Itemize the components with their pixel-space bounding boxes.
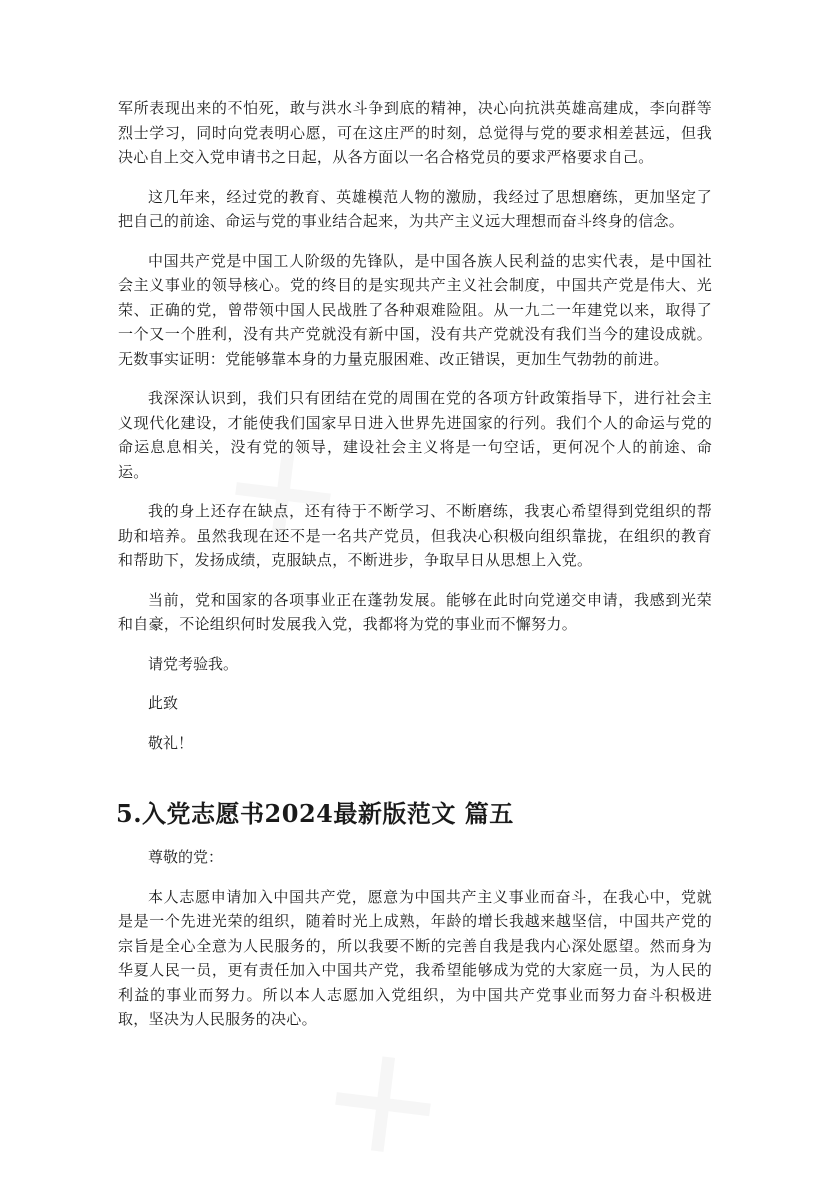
document-page — [118, 96, 712, 1047]
paragraph: 中国共产党是中国工人阶级的先锋队，是中国各族人民利益的忠实代表，是中国社会主义事业的领导核心。党的终目的是实现共产主义社会制度，中国共产党是伟大、光荣、正确的党，曾带领中国人民战胜了各种艰难险阻。从一九二一年建党以来，取得了一个又一个胜利，没有共产党就没有新中国，没有共产党就没有我们当今的建设成就。无数事实证明：党能够靠本身的力量克服困难、改正错误，更加生气勃勃的前进。 — [118, 251, 712, 368]
paragraph: 我深深认识到，我们只有团结在党的周围在党的各项方针政策指导下，进行社会主义现代化建设，才能使我们国家早日进入世界先进国家的行列。我们个人的命运与党的命运息息相关，没有党的领导，建设社会主义将是一句空话，更何况个人的前途、命运。 — [118, 389, 712, 481]
salutation: 尊敬的党： — [148, 848, 224, 866]
paragraph: 本人志愿申请加入中国共产党，愿意为中国共产主义事业而奋斗，在我心中，党就是是一个先进光荣的组织，随着时光上成熟，年龄的增长我越来越坚信，中国共产党的宗旨是全心全意为人民服务的，所以我要不断的完善自我是我内心深处愿望。然而身为华夏人民一员，更有责任加入中国共产党，我希望能够成为党的大家庭一员，为人民的利益的事业而努力。所以本人志愿加入党组织，为中国共产党事业而努力奋斗积极进取，坚决为人民服务的决心。 — [118, 887, 712, 1028]
section-heading: 5.入党志愿书2024最新版范文 篇五 — [116, 799, 514, 828]
paragraph: 这几年来，经过党的教育、英雄模范人物的激励，我经过了思想磨练，更加坚定了把自己的前途、命运与党的事业结合起来，为共产主义远大理想而奋斗终身的信念。 — [118, 187, 712, 230]
paragraph: 我的身上还存在缺点，还有待于不断学习、不断磨练，我衷心希望得到党组织的帮助和培养。虽然我现在还不是一名共产党员，但我决心积极向组织靠拢，在组织的教育和帮助下，发扬成绩，克服缺点，不断进步，争取早日从思想上入党。 — [118, 502, 712, 569]
closing-line: 此致 — [148, 694, 179, 712]
closing-line: 请党考验我。 — [148, 654, 239, 673]
paragraph: 军所表现出来的不怕死，敢与洪水斗争到底的精神，决心向抗洪英雄高建成，李向群等烈士学习，同时向党表明心愿，可在这庄严的时刻，总觉得与党的要求相差甚远，但我决心自上交入党申请书之日起，从各方面以一名合格党员的要求严格要求自己。 — [118, 99, 712, 166]
closing-line: 敬礼！ — [148, 733, 194, 752]
paragraph: 当前，党和国家的各项事业正在蓬勃发展。能够在此时向党递交申请，我感到光荣和自豪，不论组织何时发展我入党，我都将为党的事业而不懈努力。 — [118, 590, 712, 633]
